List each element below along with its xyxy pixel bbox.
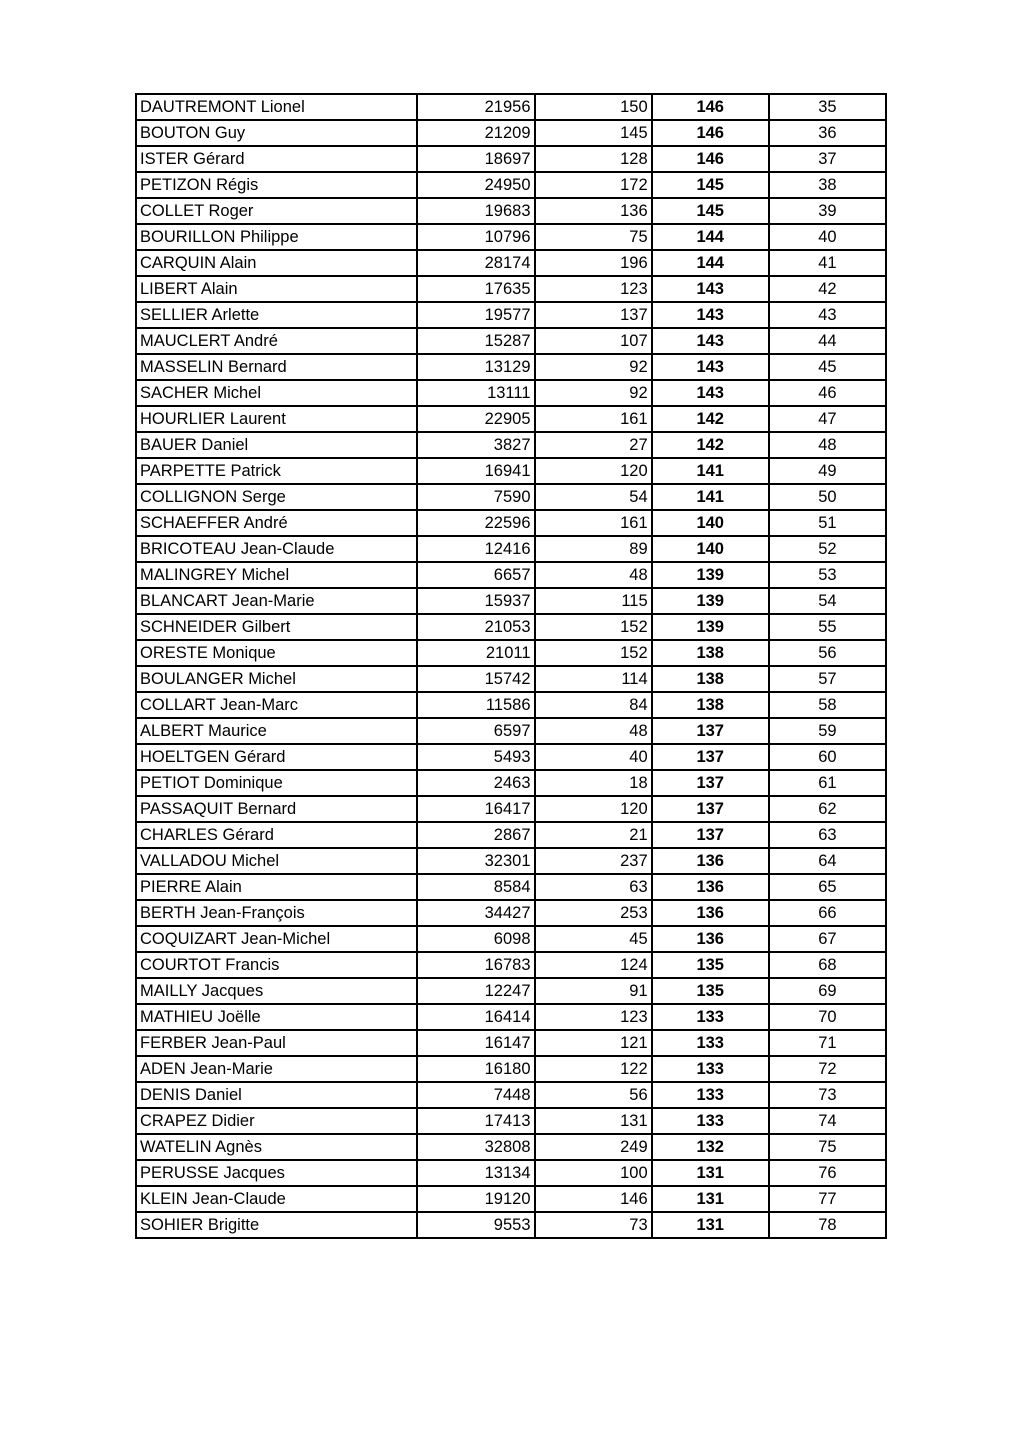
table-row	[136, 172, 886, 198]
average-cell: 136	[652, 874, 769, 900]
rank-cell: 45	[769, 354, 886, 380]
games-count-cell: 122	[535, 1056, 652, 1082]
player-name-cell: BOURILLON Philippe	[136, 224, 417, 250]
average-cell: 141	[652, 458, 769, 484]
rank-cell: 44	[769, 328, 886, 354]
table-row	[136, 796, 886, 822]
games-count-cell: 56	[535, 1082, 652, 1108]
average-cell: 140	[652, 510, 769, 536]
games-count-cell: 120	[535, 796, 652, 822]
rank-cell: 41	[769, 250, 886, 276]
table-row	[136, 1186, 886, 1212]
player-name-cell: HOELTGEN Gérard	[136, 744, 417, 770]
total-pins-cell: 16147	[417, 1030, 534, 1056]
player-name-cell: WATELIN Agnès	[136, 1134, 417, 1160]
total-pins-cell: 16180	[417, 1056, 534, 1082]
total-pins-cell: 19683	[417, 198, 534, 224]
total-pins-cell: 16783	[417, 952, 534, 978]
average-cell: 133	[652, 1004, 769, 1030]
average-cell: 132	[652, 1134, 769, 1160]
games-count-cell: 63	[535, 874, 652, 900]
rank-cell: 63	[769, 822, 886, 848]
table-row	[136, 770, 886, 796]
total-pins-cell: 15287	[417, 328, 534, 354]
rank-cell: 75	[769, 1134, 886, 1160]
player-name-cell: ORESTE Monique	[136, 640, 417, 666]
player-name-cell: ALBERT Maurice	[136, 718, 417, 744]
rank-cell: 77	[769, 1186, 886, 1212]
games-count-cell: 253	[535, 900, 652, 926]
rank-cell: 65	[769, 874, 886, 900]
table-row	[136, 1134, 886, 1160]
total-pins-cell: 12247	[417, 978, 534, 1004]
total-pins-cell: 13129	[417, 354, 534, 380]
average-cell: 146	[652, 146, 769, 172]
table-row	[136, 848, 886, 874]
table-row	[136, 692, 886, 718]
games-count-cell: 27	[535, 432, 652, 458]
table-row	[136, 588, 886, 614]
table-row	[136, 302, 886, 328]
total-pins-cell: 16417	[417, 796, 534, 822]
games-count-cell: 114	[535, 666, 652, 692]
rank-cell: 38	[769, 172, 886, 198]
average-cell: 139	[652, 562, 769, 588]
table-row	[136, 432, 886, 458]
average-cell: 141	[652, 484, 769, 510]
total-pins-cell: 21209	[417, 120, 534, 146]
games-count-cell: 145	[535, 120, 652, 146]
rank-cell: 70	[769, 1004, 886, 1030]
average-cell: 143	[652, 380, 769, 406]
rank-cell: 74	[769, 1108, 886, 1134]
table-row	[136, 354, 886, 380]
games-count-cell: 161	[535, 406, 652, 432]
total-pins-cell: 2463	[417, 770, 534, 796]
table-row	[136, 250, 886, 276]
games-count-cell: 121	[535, 1030, 652, 1056]
average-cell: 137	[652, 744, 769, 770]
average-cell: 138	[652, 692, 769, 718]
player-name-cell: MATHIEU Joëlle	[136, 1004, 417, 1030]
average-cell: 137	[652, 796, 769, 822]
games-count-cell: 172	[535, 172, 652, 198]
total-pins-cell: 22596	[417, 510, 534, 536]
total-pins-cell: 6657	[417, 562, 534, 588]
table-row	[136, 1056, 886, 1082]
player-name-cell: MALINGREY Michel	[136, 562, 417, 588]
player-name-cell: PIERRE Alain	[136, 874, 417, 900]
total-pins-cell: 9553	[417, 1212, 534, 1238]
average-cell: 137	[652, 822, 769, 848]
table-row	[136, 1108, 886, 1134]
average-cell: 136	[652, 848, 769, 874]
table-row	[136, 1160, 886, 1186]
player-name-cell: BLANCART Jean-Marie	[136, 588, 417, 614]
total-pins-cell: 15742	[417, 666, 534, 692]
games-count-cell: 123	[535, 276, 652, 302]
games-count-cell: 92	[535, 354, 652, 380]
total-pins-cell: 19120	[417, 1186, 534, 1212]
rank-cell: 42	[769, 276, 886, 302]
player-name-cell: PARPETTE Patrick	[136, 458, 417, 484]
table-row	[136, 952, 886, 978]
games-count-cell: 115	[535, 588, 652, 614]
total-pins-cell: 13111	[417, 380, 534, 406]
player-name-cell: MASSELIN Bernard	[136, 354, 417, 380]
table-row	[136, 94, 886, 120]
table-row	[136, 1082, 886, 1108]
games-count-cell: 146	[535, 1186, 652, 1212]
total-pins-cell: 12416	[417, 536, 534, 562]
total-pins-cell: 17413	[417, 1108, 534, 1134]
player-name-cell: KLEIN Jean-Claude	[136, 1186, 417, 1212]
games-count-cell: 84	[535, 692, 652, 718]
player-name-cell: SACHER Michel	[136, 380, 417, 406]
total-pins-cell: 7590	[417, 484, 534, 510]
rank-cell: 37	[769, 146, 886, 172]
games-count-cell: 249	[535, 1134, 652, 1160]
rank-cell: 50	[769, 484, 886, 510]
games-count-cell: 128	[535, 146, 652, 172]
table-row	[136, 510, 886, 536]
average-cell: 131	[652, 1160, 769, 1186]
average-cell: 143	[652, 302, 769, 328]
average-cell: 145	[652, 172, 769, 198]
average-cell: 146	[652, 120, 769, 146]
games-count-cell: 89	[535, 536, 652, 562]
rank-cell: 59	[769, 718, 886, 744]
table-row	[136, 484, 886, 510]
table-row	[136, 146, 886, 172]
table-row	[136, 874, 886, 900]
total-pins-cell: 2867	[417, 822, 534, 848]
average-cell: 143	[652, 328, 769, 354]
games-count-cell: 124	[535, 952, 652, 978]
total-pins-cell: 28174	[417, 250, 534, 276]
table-row	[136, 276, 886, 302]
average-cell: 142	[652, 432, 769, 458]
total-pins-cell: 24950	[417, 172, 534, 198]
rank-cell: 72	[769, 1056, 886, 1082]
table-row	[136, 562, 886, 588]
total-pins-cell: 19577	[417, 302, 534, 328]
player-name-cell: CHARLES Gérard	[136, 822, 417, 848]
average-cell: 146	[652, 94, 769, 120]
ranking-table-body	[136, 94, 886, 1238]
total-pins-cell: 5493	[417, 744, 534, 770]
average-cell: 143	[652, 354, 769, 380]
player-name-cell: BAUER Daniel	[136, 432, 417, 458]
player-name-cell: VALLADOU Michel	[136, 848, 417, 874]
total-pins-cell: 10796	[417, 224, 534, 250]
average-cell: 131	[652, 1186, 769, 1212]
total-pins-cell: 21053	[417, 614, 534, 640]
games-count-cell: 73	[535, 1212, 652, 1238]
rank-cell: 57	[769, 666, 886, 692]
rank-cell: 76	[769, 1160, 886, 1186]
games-count-cell: 92	[535, 380, 652, 406]
games-count-cell: 45	[535, 926, 652, 952]
table-row	[136, 614, 886, 640]
average-cell: 139	[652, 588, 769, 614]
player-name-cell: CRAPEZ Didier	[136, 1108, 417, 1134]
player-name-cell: COURTOT Francis	[136, 952, 417, 978]
rank-cell: 61	[769, 770, 886, 796]
table-row	[136, 978, 886, 1004]
rank-cell: 54	[769, 588, 886, 614]
player-name-cell: PETIOT Dominique	[136, 770, 417, 796]
average-cell: 138	[652, 666, 769, 692]
player-name-cell: SCHNEIDER Gilbert	[136, 614, 417, 640]
rank-cell: 62	[769, 796, 886, 822]
total-pins-cell: 8584	[417, 874, 534, 900]
total-pins-cell: 16414	[417, 1004, 534, 1030]
total-pins-cell: 6597	[417, 718, 534, 744]
player-name-cell: BOULANGER Michel	[136, 666, 417, 692]
games-count-cell: 136	[535, 198, 652, 224]
average-cell: 143	[652, 276, 769, 302]
average-cell: 135	[652, 978, 769, 1004]
table-row	[136, 380, 886, 406]
average-cell: 137	[652, 770, 769, 796]
games-count-cell: 152	[535, 614, 652, 640]
total-pins-cell: 21956	[417, 94, 534, 120]
rank-cell: 35	[769, 94, 886, 120]
average-cell: 144	[652, 224, 769, 250]
total-pins-cell: 21011	[417, 640, 534, 666]
total-pins-cell: 11586	[417, 692, 534, 718]
games-count-cell: 18	[535, 770, 652, 796]
rank-cell: 36	[769, 120, 886, 146]
rank-cell: 48	[769, 432, 886, 458]
total-pins-cell: 3827	[417, 432, 534, 458]
games-count-cell: 48	[535, 562, 652, 588]
rank-cell: 55	[769, 614, 886, 640]
player-name-cell: COQUIZART Jean-Michel	[136, 926, 417, 952]
rank-cell: 68	[769, 952, 886, 978]
table-row	[136, 1030, 886, 1056]
rank-cell: 71	[769, 1030, 886, 1056]
player-name-cell: PETIZON Régis	[136, 172, 417, 198]
rank-cell: 69	[769, 978, 886, 1004]
player-name-cell: COLLET Roger	[136, 198, 417, 224]
table-row	[136, 1212, 886, 1238]
average-cell: 136	[652, 900, 769, 926]
table-row	[136, 224, 886, 250]
player-name-cell: MAILLY Jacques	[136, 978, 417, 1004]
table-row	[136, 718, 886, 744]
average-cell: 136	[652, 926, 769, 952]
total-pins-cell: 7448	[417, 1082, 534, 1108]
player-name-cell: BOUTON Guy	[136, 120, 417, 146]
rank-cell: 58	[769, 692, 886, 718]
average-cell: 142	[652, 406, 769, 432]
player-name-cell: DAUTREMONT Lionel	[136, 94, 417, 120]
average-cell: 138	[652, 640, 769, 666]
games-count-cell: 91	[535, 978, 652, 1004]
rank-cell: 52	[769, 536, 886, 562]
rank-cell: 73	[769, 1082, 886, 1108]
player-name-cell: FERBER Jean-Paul	[136, 1030, 417, 1056]
table-row	[136, 120, 886, 146]
player-name-cell: CARQUIN Alain	[136, 250, 417, 276]
games-count-cell: 21	[535, 822, 652, 848]
average-cell: 133	[652, 1108, 769, 1134]
total-pins-cell: 34427	[417, 900, 534, 926]
ranking-table	[135, 93, 887, 1239]
player-name-cell: HOURLIER Laurent	[136, 406, 417, 432]
player-name-cell: SELLIER Arlette	[136, 302, 417, 328]
games-count-cell: 75	[535, 224, 652, 250]
games-count-cell: 137	[535, 302, 652, 328]
games-count-cell: 48	[535, 718, 652, 744]
average-cell: 137	[652, 718, 769, 744]
player-name-cell: SOHIER Brigitte	[136, 1212, 417, 1238]
table-row	[136, 328, 886, 354]
player-name-cell: LIBERT Alain	[136, 276, 417, 302]
table-row	[136, 926, 886, 952]
rank-cell: 78	[769, 1212, 886, 1238]
rank-cell: 51	[769, 510, 886, 536]
games-count-cell: 152	[535, 640, 652, 666]
rank-cell: 64	[769, 848, 886, 874]
games-count-cell: 150	[535, 94, 652, 120]
rank-cell: 67	[769, 926, 886, 952]
player-name-cell: COLLIGNON Serge	[136, 484, 417, 510]
player-name-cell: ADEN Jean-Marie	[136, 1056, 417, 1082]
rank-cell: 39	[769, 198, 886, 224]
player-name-cell: ISTER Gérard	[136, 146, 417, 172]
player-name-cell: DENIS Daniel	[136, 1082, 417, 1108]
rank-cell: 49	[769, 458, 886, 484]
player-name-cell: SCHAEFFER André	[136, 510, 417, 536]
rank-cell: 43	[769, 302, 886, 328]
games-count-cell: 196	[535, 250, 652, 276]
average-cell: 140	[652, 536, 769, 562]
average-cell: 144	[652, 250, 769, 276]
table-row	[136, 198, 886, 224]
total-pins-cell: 6098	[417, 926, 534, 952]
games-count-cell: 131	[535, 1108, 652, 1134]
games-count-cell: 237	[535, 848, 652, 874]
table-row	[136, 744, 886, 770]
games-count-cell: 40	[535, 744, 652, 770]
games-count-cell: 107	[535, 328, 652, 354]
table-row	[136, 458, 886, 484]
games-count-cell: 120	[535, 458, 652, 484]
games-count-cell: 54	[535, 484, 652, 510]
player-name-cell: PERUSSE Jacques	[136, 1160, 417, 1186]
total-pins-cell: 18697	[417, 146, 534, 172]
player-name-cell: COLLART Jean-Marc	[136, 692, 417, 718]
rank-cell: 46	[769, 380, 886, 406]
table-row	[136, 900, 886, 926]
total-pins-cell: 16941	[417, 458, 534, 484]
player-name-cell: MAUCLERT André	[136, 328, 417, 354]
games-count-cell: 161	[535, 510, 652, 536]
player-name-cell: BRICOTEAU Jean-Claude	[136, 536, 417, 562]
rank-cell: 40	[769, 224, 886, 250]
total-pins-cell: 32301	[417, 848, 534, 874]
average-cell: 135	[652, 952, 769, 978]
table-row	[136, 666, 886, 692]
average-cell: 139	[652, 614, 769, 640]
table-row	[136, 406, 886, 432]
player-name-cell: PASSAQUIT Bernard	[136, 796, 417, 822]
average-cell: 133	[652, 1082, 769, 1108]
total-pins-cell: 17635	[417, 276, 534, 302]
rank-cell: 53	[769, 562, 886, 588]
games-count-cell: 100	[535, 1160, 652, 1186]
average-cell: 145	[652, 198, 769, 224]
total-pins-cell: 32808	[417, 1134, 534, 1160]
total-pins-cell: 13134	[417, 1160, 534, 1186]
total-pins-cell: 22905	[417, 406, 534, 432]
rank-cell: 47	[769, 406, 886, 432]
games-count-cell: 123	[535, 1004, 652, 1030]
table-row	[136, 822, 886, 848]
player-name-cell: BERTH Jean-François	[136, 900, 417, 926]
average-cell: 133	[652, 1056, 769, 1082]
average-cell: 133	[652, 1030, 769, 1056]
table-row	[136, 536, 886, 562]
table-row	[136, 640, 886, 666]
rank-cell: 66	[769, 900, 886, 926]
rank-cell: 60	[769, 744, 886, 770]
average-cell: 131	[652, 1212, 769, 1238]
total-pins-cell: 15937	[417, 588, 534, 614]
table-row	[136, 1004, 886, 1030]
rank-cell: 56	[769, 640, 886, 666]
